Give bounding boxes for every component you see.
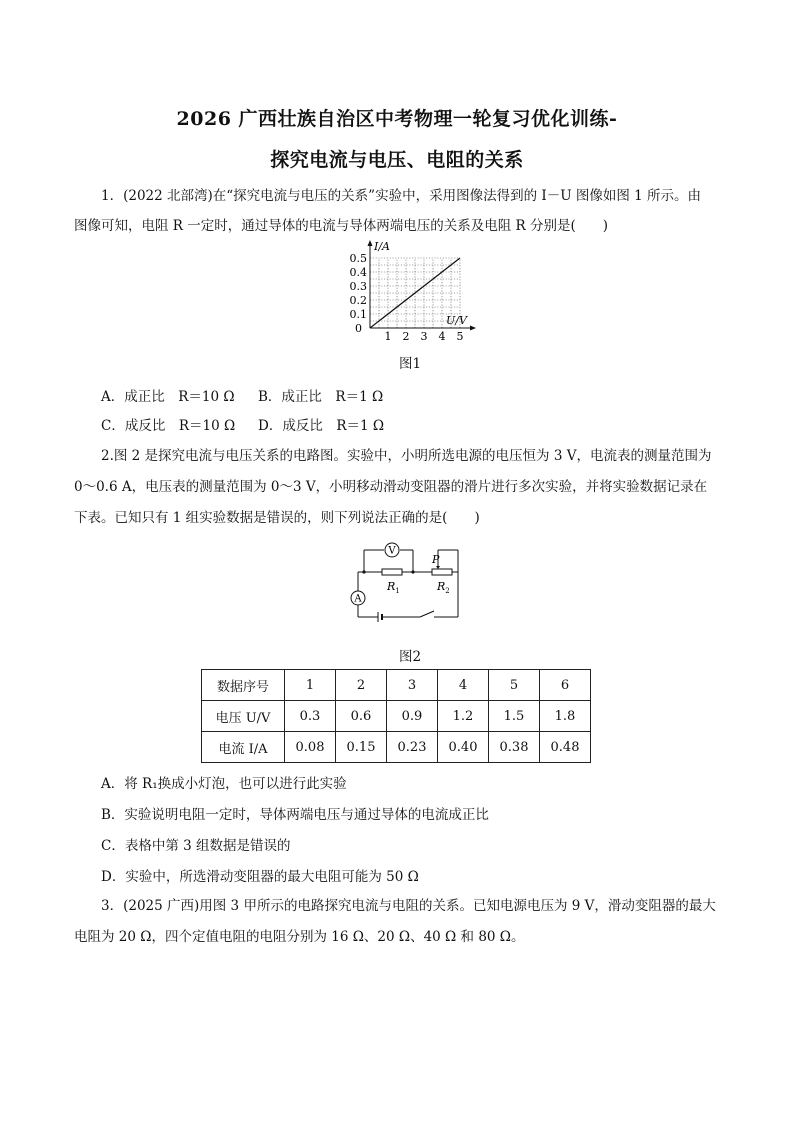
table-cell: 电流 I/A: [202, 732, 285, 763]
q2-text-line3: 下表。已知只有 1 组实验数据是错误的，则下列说法正确的是( ): [74, 510, 480, 526]
x-tick-label: 1: [384, 330, 392, 343]
q2-option-a: A．将 R₁换成小灯泡，也可以进行此实验: [101, 776, 347, 792]
y-tick-label: 0.2: [349, 294, 367, 307]
table-cell: 0.38: [489, 732, 540, 763]
q1-option-c: C．成反比 R＝10 Ω: [101, 418, 236, 434]
y-tick-label: 0.1: [349, 308, 367, 321]
table-cell: 1.2: [438, 701, 489, 732]
figure-1-caption: 图1: [398, 356, 422, 372]
table-row: [202, 701, 591, 732]
table-header-cell: 数据序号: [202, 670, 285, 701]
table-header-cell: 3: [387, 670, 438, 701]
table-cell: 0.23: [387, 732, 438, 763]
q3-text-line1: 3．(2025 广西)用图 3 甲所示的电路探究电流与电阻的关系。已知电源电压为 9 V，滑动变阻器的最大: [101, 898, 716, 914]
q2-option-b: B．实验说明电阻一定时，导体两端电压与通过导体的电流成正比: [101, 807, 489, 823]
y-tick-label: 0.4: [349, 266, 367, 279]
page-title-line2: 探究电流与电压、电阻的关系: [270, 149, 524, 171]
q2-text-line1: 2.图 2 是探究电流与电压关系的电路图。实验中，小明所选电源的电压恒为 3 V，电流表的测量范围为: [101, 448, 712, 464]
y-axis-label: I/A: [374, 240, 390, 253]
q1-text-line2: 图像可知，电阻 R 一定时，通过导体的电流与导体两端电压的关系及电阻 R 分别是( ): [74, 218, 609, 234]
table-cell: 0.6: [336, 701, 387, 732]
y-tick-label: 0.5: [349, 252, 367, 265]
q2-option-c: C．表格中第 3 组数据是错误的: [101, 838, 291, 854]
table-cell: 1.8: [540, 701, 591, 732]
y-axis-arrow: [368, 240, 373, 246]
x-tick-label: 2: [402, 330, 410, 343]
circuit-junction: [362, 570, 365, 573]
circuit-junction: [411, 570, 414, 573]
y-tick-label: 0.3: [349, 280, 367, 293]
table-header-cell: 5: [489, 670, 540, 701]
table-cell: 0.9: [387, 701, 438, 732]
figure-1-chart: [340, 240, 480, 348]
x-axis-arrow: [470, 326, 476, 331]
resistor-r1: [382, 569, 402, 575]
table-cell: 0.08: [285, 732, 336, 763]
voltmeter-label: V: [388, 545, 396, 557]
table-cell: 0.15: [336, 732, 387, 763]
q1-option-b: B．成正比 R＝1 Ω: [258, 389, 384, 405]
data-table: [201, 669, 591, 763]
table-cell: 0.48: [540, 732, 591, 763]
table-header-cell: 6: [540, 670, 591, 701]
table-cell: 电压 U/V: [202, 701, 285, 732]
r1-label: $R_1$: [387, 580, 400, 595]
q2-text-line2: 0～0.6 A，电压表的测量范围为 0～3 V，小明移动滑动变阻器的滑片进行多次实验，并将实验数据记录在: [74, 479, 708, 495]
table-cell: 1.5: [489, 701, 540, 732]
table-header-cell: 1: [285, 670, 336, 701]
q3-text-line2: 电阻为 20 Ω，四个定值电阻的电阻分别为 16 Ω、20 Ω、40 Ω 和 80 Ω。: [74, 929, 525, 945]
ammeter-label: A: [354, 593, 362, 605]
page-title-line1: 2026 广西壮族自治区中考物理一轮复习优化训练-: [176, 108, 618, 130]
table-header-row: [202, 670, 591, 701]
slider-label: P: [432, 553, 440, 566]
q1-option-a: A．成正比 R＝10 Ω: [101, 389, 235, 405]
figure-2-circuit: [348, 538, 472, 626]
r2-label: $R_2$: [437, 580, 450, 595]
q1-text-line1: 1．(2022 北部湾)在“探究电流与电压的关系”实验中，采用图像法得到的 I－U 图像如图 1 所示。由: [101, 188, 702, 204]
table-cell: 0.40: [438, 732, 489, 763]
q2-option-d: D．实验中，所选滑动变阻器的最大电阻可能为 50 Ω: [101, 869, 419, 885]
x-tick-label: 3: [420, 330, 428, 343]
q1-option-d: D．成反比 R＝1 Ω: [258, 418, 385, 434]
table-header-cell: 2: [336, 670, 387, 701]
x-axis-label: U/V: [446, 314, 467, 327]
rheostat-r2: [432, 569, 452, 575]
switch-icon: [420, 611, 434, 617]
table-row: [202, 732, 591, 763]
x-tick-label: 5: [456, 330, 464, 343]
table-cell: 0.3: [285, 701, 336, 732]
origin-label: 0: [355, 322, 362, 335]
table-header-cell: 4: [438, 670, 489, 701]
x-tick-label: 4: [438, 330, 446, 343]
figure-2-caption: 图2: [398, 649, 422, 665]
